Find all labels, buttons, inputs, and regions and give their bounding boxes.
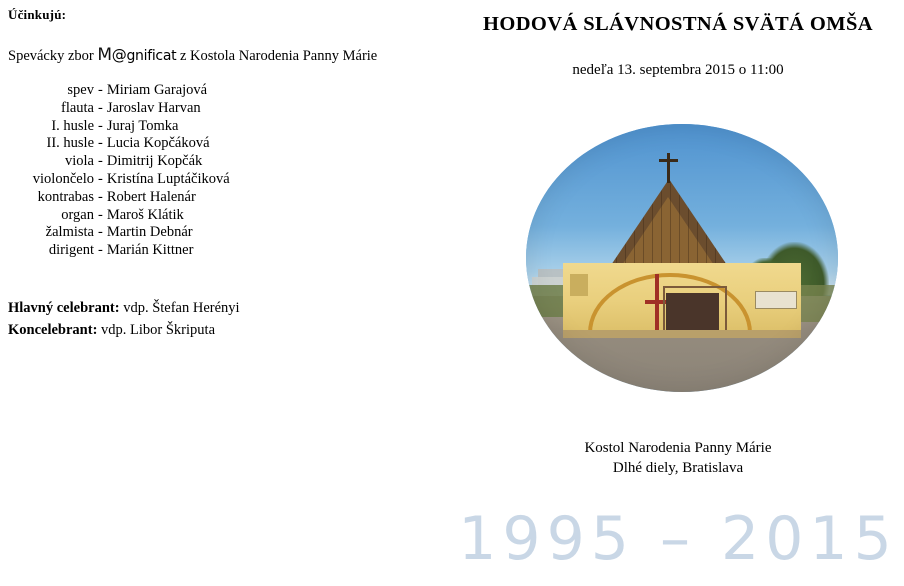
credit-name: Marián Kittner [106,242,194,259]
credit-name: Kristína Luptáčiková [106,170,230,187]
credit-row [0,189,240,207]
credit-separator: - [98,99,103,116]
choir-line [8,45,377,65]
credit-row [0,135,240,153]
celebrant-name: vdp. Štefan Herényi [119,300,240,316]
credit-role: II. husle [46,135,94,152]
credit-name: Martin Debnár [106,224,193,241]
credit-role: organ [61,206,94,223]
credit-name: Dimitrij Kopčák [106,153,203,170]
credit-name: Miriam Garajová [106,82,208,98]
credit-name: Jaroslav Harvan [106,99,201,116]
credit-name: Maroš Klátik [106,206,184,223]
credit-separator: - [98,135,103,152]
credit-role: I. husle [51,117,94,134]
credit-row [0,224,240,242]
credit-role: viola [65,153,94,170]
choir-logo [97,45,177,65]
credit-row [0,100,240,118]
credit-name: Lucia Kopčáková [106,135,210,152]
credit-role: dirigent [48,242,94,259]
photo-caption [452,438,904,478]
credit-name: Juraj Tomka [106,117,179,134]
choir-suffix: z Kostola Narodenia Panny Márie [176,48,378,64]
credit-separator: - [98,170,103,187]
credit-separator: - [98,153,103,170]
credit-row [0,207,240,225]
celebrant-name: vdp. Libor Škriputa [97,322,216,338]
photo-caption-line1: Kostol Narodenia Panny Márie [584,440,772,456]
anniversary-years: 1995 – 2015 [458,504,898,574]
credit-row [0,118,240,136]
performers-heading: Účinkujú: [8,7,67,22]
credit-name: Robert Halenár [106,188,196,205]
choir-logo-rest: gnificat [126,48,177,64]
credit-separator: - [98,117,103,134]
celebrants-block [8,297,240,341]
celebrant-row [8,297,240,319]
mass-datetime: nedeľa 13. septembra 2015 o 11:00 [572,62,784,78]
celebrant-row [8,319,240,341]
credit-row [0,171,240,189]
credits-list [0,82,240,260]
credit-row [0,82,240,100]
church-photo [526,124,838,392]
credit-role: flauta [60,99,94,116]
credit-role: kontrabas [37,188,94,205]
choir-logo-m: M [97,45,112,65]
credit-role: violončelo [32,170,94,187]
credit-row [0,242,240,260]
credit-role: žalmista [45,224,94,241]
choir-logo-at: @ [111,46,127,64]
credit-separator: - [98,242,103,259]
credit-separator: - [98,82,103,98]
credit-row [0,153,240,171]
credit-separator: - [98,206,103,223]
photo-caption-line2: Dlhé diely, Bratislava [612,460,744,476]
right-panel [452,0,904,586]
credit-separator: - [98,224,103,241]
photo-vignette [526,124,838,392]
celebrant-label: Koncelebrant: [8,322,98,338]
choir-prefix: Spevácky zbor [8,48,98,64]
credit-role: spev [67,82,94,98]
page-title: HODOVÁ SLÁVNOSTNÁ SVÄTÁ OMŠA [483,13,873,35]
celebrant-label: Hlavný celebrant: [8,300,120,316]
credit-separator: - [98,188,103,205]
